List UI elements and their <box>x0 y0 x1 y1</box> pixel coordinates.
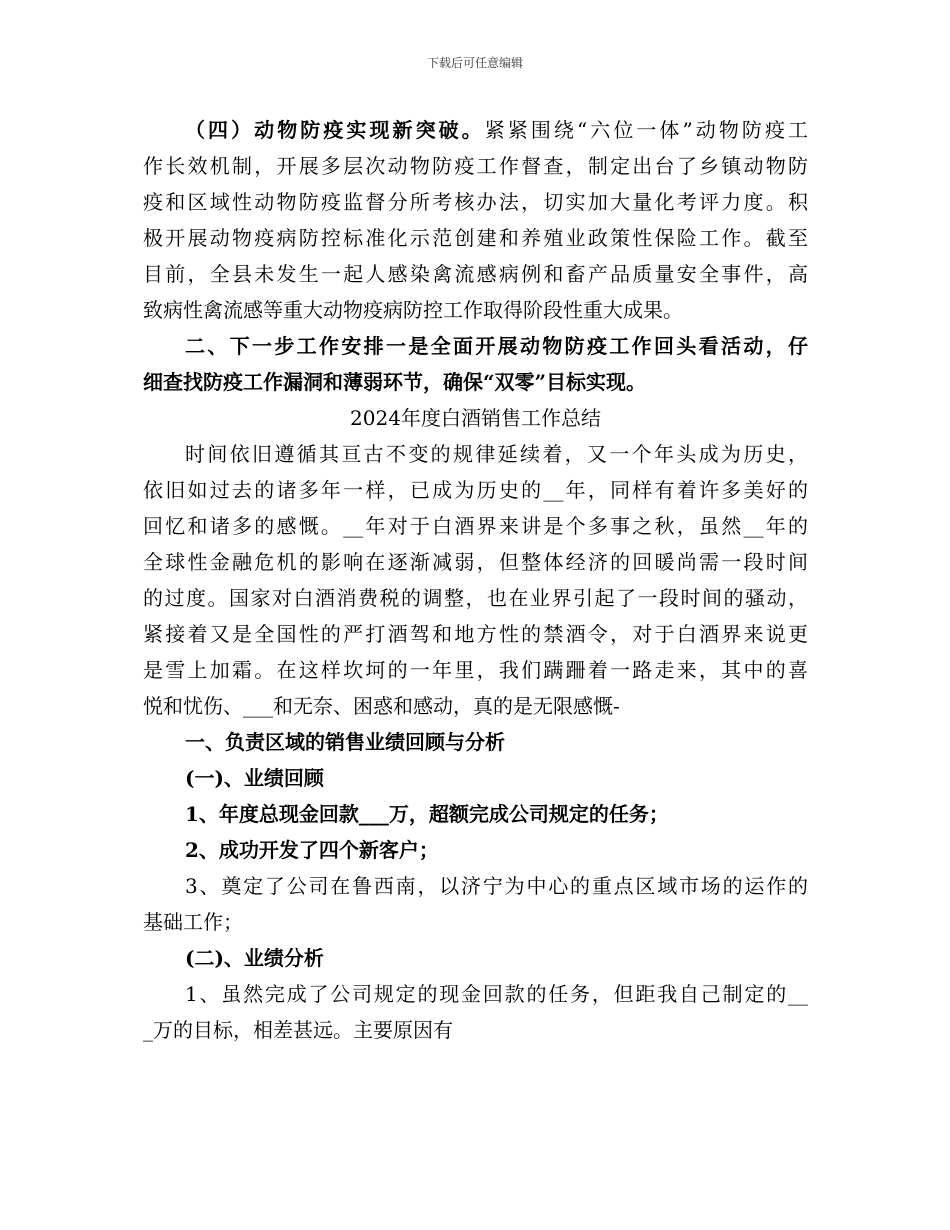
document-title: 2024年度白酒销售工作总结 <box>350 406 601 430</box>
next-steps-line: 二、下一步工作安排一是全面开展动物防疫工作回头看活动，仔 <box>185 334 808 358</box>
intro-line: 的过度。国家对白酒消费税的调整，也在业界引起了一段时间的骚动， <box>143 586 808 610</box>
analysis-line: 1、虽然完成了公司规定的现金回款的任务，但距我自己制定的__ <box>185 982 808 1006</box>
review-item: 1、年度总现金回款___万，超额完成公司规定的任务； <box>185 802 669 826</box>
document-body <box>143 112 808 1048</box>
paragraph-line: 致病性禽流感等重大动物疫病防控工作取得阶段性重大成果。 <box>143 298 683 322</box>
subsection-heading: (二)、业绩分析 <box>185 946 324 970</box>
analysis-line: _万的目标，相差甚远。主要原因有 <box>143 1018 453 1042</box>
page-header-note: 下载后可任意编辑 <box>426 56 523 70</box>
paragraph-line: 目前，全县未发生一起人感染禽流感病例和畜产品质量安全事件，高 <box>143 262 808 286</box>
intro-line: 是雪上加霜。在这样坎坷的一年里，我们蹒跚着一路走来，其中的喜 <box>143 658 808 682</box>
review-item: 2、成功开发了四个新客户； <box>185 838 439 862</box>
intro-line: 悦和忧伤、___和无奈、困惑和感动，真的是无限感慨- <box>143 694 620 718</box>
intro-line: 时间依旧遵循其亘古不变的规律延续着，又一个年头成为历史， <box>185 442 808 466</box>
review-item: 3、奠定了公司在鲁西南，以济宁为中心的重点区域市场的运作的 <box>185 874 808 898</box>
next-steps-line: 细查找防疫工作漏洞和薄弱环节，确保“双零”目标实现。 <box>143 370 647 394</box>
paragraph-line: 作长效机制，开展多层次动物防疫工作督查，制定出台了乡镇动物防 <box>143 154 808 178</box>
subsection-heading: (一)、业绩回顾 <box>185 766 324 790</box>
intro-line: 依旧如过去的诸多年一样，已成为历史的__年，同样有着许多美好的 <box>143 478 808 502</box>
intro-line: 回忆和诸多的感慨。__年对于白酒界来讲是个多事之秋，虽然__年的 <box>143 514 808 538</box>
paragraph-text: 紧紧围绕“六位一体”动物防疫工 <box>484 118 809 142</box>
intro-line: 全球性金融危机的影响在逐渐减弱，但整体经济的回暖尚需一段时间 <box>143 550 808 574</box>
paragraph-line: 疫和区域性动物防疫监督分所考核办法，切实加大量化考评力度。积 <box>143 190 808 214</box>
section-heading: 一、负责区域的销售业绩回顾与分析 <box>185 730 505 754</box>
paragraph-line: 极开展动物疫病防控标准化示范创建和养殖业政策性保险工作。截至 <box>143 226 808 250</box>
intro-line: 紧接着又是全国性的严打酒驾和地方性的禁酒令，对于白酒界来说更 <box>143 622 808 646</box>
review-item: 基础工作； <box>143 910 243 934</box>
paragraph-line <box>143 112 808 148</box>
paragraph-heading: （四）动物防疫实现新突破。 <box>185 118 485 142</box>
